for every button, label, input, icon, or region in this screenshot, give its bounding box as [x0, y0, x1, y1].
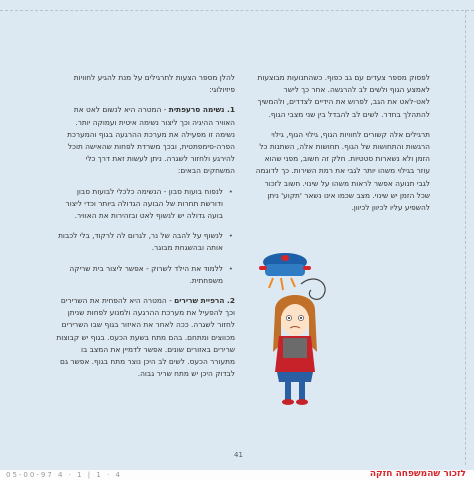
pot-handle-right [303, 266, 311, 270]
sparks [269, 278, 295, 290]
shoe-left [282, 399, 294, 405]
leg-left [285, 382, 291, 400]
shoe-right [296, 399, 308, 405]
right-paragraph-1: לפסוק מספר צעדים עם גב כפוף. כשהתנועות מבוצעות לאמצע הגוף ולשים לב להרגשה. אחר כך לישר לאט-לאט את הגב, לפרוש את הידיים לצדדים, ולהמשיך להתהלך בחדר. לשים לב להבדל בין שני מצבי הגוף. [257, 73, 430, 119]
dashed-border-right [465, 10, 466, 465]
list-item: • לנשוף על להבה של נר, לגרום לה לרקוד, בלי לכבות אותה ובהשגחת מבוגר. [55, 230, 223, 254]
footer-red-title: לזכור שהמשפחה חזקה [369, 470, 466, 479]
leg-right [299, 382, 305, 400]
pot-body [265, 264, 305, 276]
left-column [55, 72, 235, 388]
girl-with-sizzling-pot-illustration [255, 232, 337, 412]
intro-paragraph: להלן מספר הצעות לתרגילים על מנת להגיע לחוויות פיזיולוגי: [73, 73, 235, 95]
section-2-text: - המטרה היא להפחית את השרירים וכך להפעיל את מערכת ההרגעה ולמנוע לפחות שניתן לחזור לשגרה. ככה לאחר את האיזור בגוף שבו השרירים מכווצים ומתחם. בהם מתח בשעת הכעס. בגוף יש קבוצות שרירים באזורים שונים. אפשר לדמיין את המצב בו מתעורר הכעס. לשים לב היכן נוצר מתח בגוף. אפשר גם לבדוק היכן יש מתח שריר גבוה. [56, 296, 235, 379]
section-breathing [55, 104, 235, 177]
section-1-text: - המטרה היא לנשום לאט את האוויר ההיגיה וכך ליצור נשימה איטית ועמוקה יותר. נשימה זו מפעילה את מערכת ההרגעה בגוף והמערכת הפרה-סימפתטית, ובכך משרדת לפחות שהאישה תוכל להירגע ולחזור לשגרה. ניתן לעשות זאת דרך כלי המשחקים הבאים: [67, 105, 235, 176]
next-page-strip [0, 470, 474, 480]
section-muscle-relax [55, 295, 235, 380]
face [281, 304, 309, 336]
breathing-list [55, 186, 235, 287]
footer-dots: 05-00-97 4 · 1 | 1 · 4 [6, 471, 122, 479]
page-number: 41 [234, 451, 243, 459]
section-1-title: 1. נשימה סרעפתית [168, 105, 235, 115]
right-column [252, 72, 430, 222]
pot-handle-left [259, 266, 267, 270]
section-2-title: 2. הרפיית שרירים [174, 296, 235, 306]
apron [283, 338, 307, 358]
right-paragraph-2: תרגילים אלה קשורים לחוויות הגוף, גילוי הגוף, גילוי הרגשות והתחושות של הגוף. תחושות אלה, השתנות כל הזמן ולא נשארות סטטיות. חלק זה חשוב, מפני שהוא עוזר בגילוי משהו יותר לגבי את רמת השירות. כך לדוגמה לגבי תנועה אפשר לראות משהו על שינוי. חשוב לזכור שכל הזמן יש שינוי. מצב שכמו אינו נשאר 'תקוע' ניתן להשפיע עליו לכיוון לכיוון. [255, 129, 430, 213]
swirl-line [301, 279, 325, 299]
list-item: • ללמוד את הילד לשרוק - אפשר ליצור בית שריקה משפחתית. [55, 263, 223, 287]
skirt [277, 372, 313, 382]
dashed-border-top [0, 10, 474, 11]
pot-knob [281, 255, 289, 261]
list-item: • לנפוח בועות סבון - הנשימה כלכלי לבועות סבון ודורשת תחרות של הבועה הגדולה ביותר וכדי ליצור בועה גדולה יש לנשוף לאט ובזהירות את האוויר. [55, 186, 223, 223]
